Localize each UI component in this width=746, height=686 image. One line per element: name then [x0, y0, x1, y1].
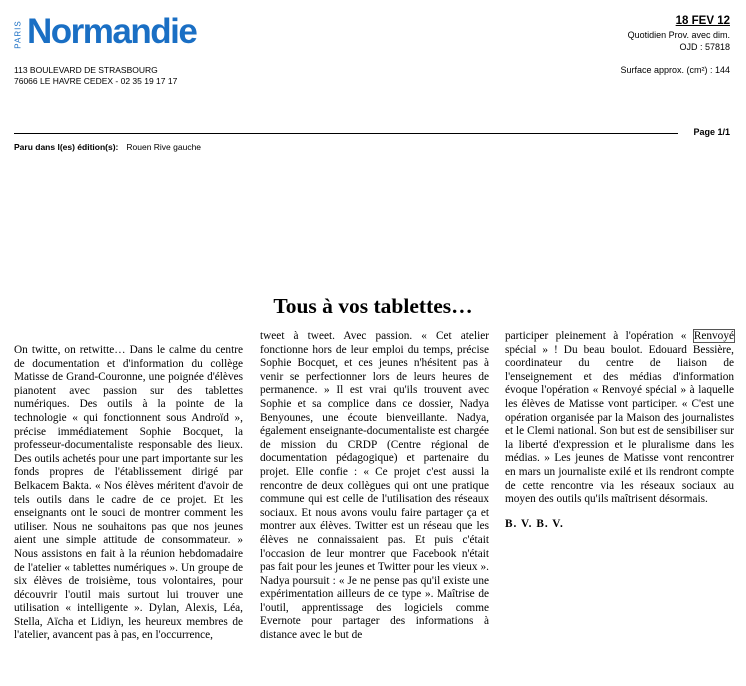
- logo-name: Normandie: [27, 12, 197, 51]
- logo-prefix: PARIS: [13, 20, 23, 49]
- edition-line: [14, 142, 201, 152]
- surface-approx: Surface approx. (cm²) : 144: [620, 65, 730, 75]
- highlighted-word: Renvoyé: [693, 330, 734, 342]
- article-column-1: [14, 344, 243, 643]
- header-divider: [14, 133, 678, 134]
- article-signature: B. V. B. V.: [505, 517, 564, 530]
- publication-date: 18 FEV 12: [675, 15, 730, 27]
- edition-value: Rouen Rive gauche: [126, 142, 202, 152]
- address-line-1: 113 BOULEVARD DE STRASBOURG: [14, 65, 158, 75]
- column-2-text: tweet à tweet. Avec passion. « Cet atelier fonctionne hors de leur emploi du temps, précise Sophie Bocquet, et ces jeunes n'hésitent pas à venir se perfectionner lors de leurs heures de permanence. » Il est vrai qu'ils trouvent avec Sophie et sa complice dans ce dossier, Nadya Benyounes, une écoute bienveillante. Nadya, également enseignante-documentaliste est chargée de mission du CRDP (Centre régional de documentation pédagogique) et partenaire du projet. Elle confie : « Ce projet c'est aussi la rencontre de deux collègues qui ont une pratique commune qui est celle de l'utilisation des réseaux sociaux. Et nous avons voulu faire partager ça et montrer aux élèves. Twitter est un réseau que les élèves ne connaissaient pas. Et puis c'était l'occasion de leur montrer que Facebook n'était pas fait pour les jeunes et Twitter pour les vieux ». Nadya poursuit : « Je ne pense pas qu'il existe une expérimentation ailleurs de ce type ». Maîtrise de l'outil, apprentissage des logiciels comme Evernote pour partager des informations à distance avec le but de: [260, 330, 489, 642]
- page-number: Page 1/1: [693, 127, 730, 137]
- address-line-2: 76066 LE HAVRE CEDEX - 02 35 19 17 17: [14, 76, 178, 86]
- newspaper-logo: [14, 12, 214, 52]
- column-3-text: participer pleinement à l'opération « Renvoyé spécial » ! Du beau boulot. Edouard Bessière, coordinateur du centre de liaison de l'enseignement et des médias d'information évoque l'opération « Renvoyé spécial » à laquelle les élèves de Matisse vont participer. « C'est une opération organisée par la Maison des journalistes et le Clemi national. Son but est de sensibiliser sur la liberté d'expression et le pluralisme dans les médias. » Les jeunes de Matisse vont rencontrer en mars un journaliste exilé et ils rendront compte de cette rencontre via les réseaux sociaux au moyen des outils qu'ils maîtrisent désormais.: [505, 330, 734, 506]
- article-column-2: [260, 330, 489, 643]
- column-1-text: On twitte, on retwitte… Dans le calme du centre de documentation et d'information du collège Matisse de Grand-Couronne, une poignée d'élèves pianotent avec passion sur des tablettes numériques. Des outils à la pointe de la technologie « qui fonctionnent sous Androïd », précise immédiatement Sophie Bocquet, la professeur-documentaliste responsable des lieux. Des outils achetés pour une part importante sur les fonds propres de l'établissement dirigé par Belkacem Bakta. « Nos élèves méritent d'avoir de tels outils dans le cadre de ce projet. Et les enseignants ont le souci de montrer comment les utiliser. Nous ne souhaitons pas que nos jeunes aient une simple attitude de consommateur. » Nous assistons en fait à la réunion hebdomadaire de l'atelier « tablettes numériques ». Un groupe de six élèves de troisième, tous volontaires, pour découvrir l'outil mais surtout lui trouver une utilisation « intelligente ». Dylan, Alexis, Léa, Stella, Aïcha et Lidiyn, les heureux membres de l'atelier, avancent pas à pas, en l'occurrence,: [14, 344, 243, 642]
- edition-label: Paru dans l(es) édition(s):: [14, 142, 119, 152]
- publication-meta: [620, 13, 730, 76]
- ojd-count: OJD : 57818: [679, 42, 730, 52]
- article-column-3: [505, 330, 734, 531]
- article-title: Tous à vos tablettes…: [273, 294, 473, 318]
- publisher-address: [14, 65, 177, 87]
- publication-frequency: Quotidien Prov. avec dim.: [627, 30, 730, 40]
